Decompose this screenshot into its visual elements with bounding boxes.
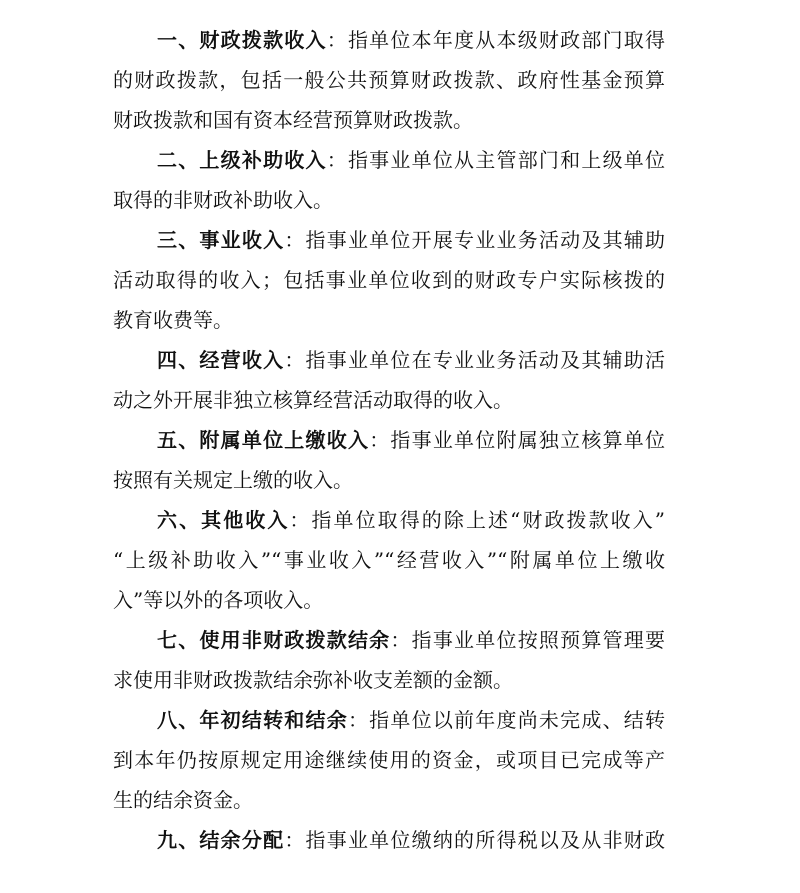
heading: 四、经营收入: [157, 348, 285, 372]
heading: 二、上级补助收入: [157, 148, 327, 172]
document-page: [113, 20, 665, 860]
heading: 一、财政拨款收入: [157, 28, 327, 52]
heading: 六、其他收入: [157, 508, 290, 532]
heading: 七、使用非财政拨款结余: [157, 628, 391, 652]
paragraph-8: 八、年初结转和结余：指单位以前年度尚未完成、结转 到本年仍按原规定用途继续使用的资金，或项目已完成等产 生的结余资金。: [113, 708, 665, 812]
heading: 五、附属单位上缴收入: [157, 428, 370, 452]
paragraph-1: 一、财政拨款收入：指单位本年度从本级财政部门取得 的财政拨款，包括一般公共预算财政拨款、政府性基金预算 财政拨款和国有资本经营预算财政拨款。: [113, 28, 665, 132]
paragraph-7: 七、使用非财政拨款结余：指事业单位按照预算管理要 求使用非财政拨款结余弥补收支差额的金额。: [113, 628, 665, 692]
paragraph-5: 五、附属单位上缴收入：指事业单位附属独立核算单位 按照有关规定上缴的收入。: [113, 428, 665, 492]
heading: 八、年初结转和结余: [157, 708, 348, 732]
paragraph-9: 九、结余分配：指事业单位缴纳的所得税以及从非财政: [157, 828, 665, 852]
paragraph-4: 四、经营收入：指事业单位在专业业务活动及其辅助活 动之外开展非独立核算经营活动取得的收入。: [113, 348, 665, 412]
paragraph-3: 三、事业收入：指事业单位开展专业业务活动及其辅助 活动取得的收入；包括事业单位收到的财政专户实际核拨的 教育收费等。: [113, 228, 665, 332]
paragraph-2: 二、上级补助收入：指事业单位从主管部门和上级单位 取得的非财政补助收入。: [113, 148, 665, 212]
paragraph-6: 六、其他收入：指单位取得的除上述“财政拨款收入” “上级补助收入”“事业收入”“经营收入”“附属单位上缴收 入”等以外的各项收入。: [113, 508, 665, 612]
heading: 九、结余分配: [157, 828, 285, 852]
heading: 三、事业收入: [157, 228, 285, 252]
